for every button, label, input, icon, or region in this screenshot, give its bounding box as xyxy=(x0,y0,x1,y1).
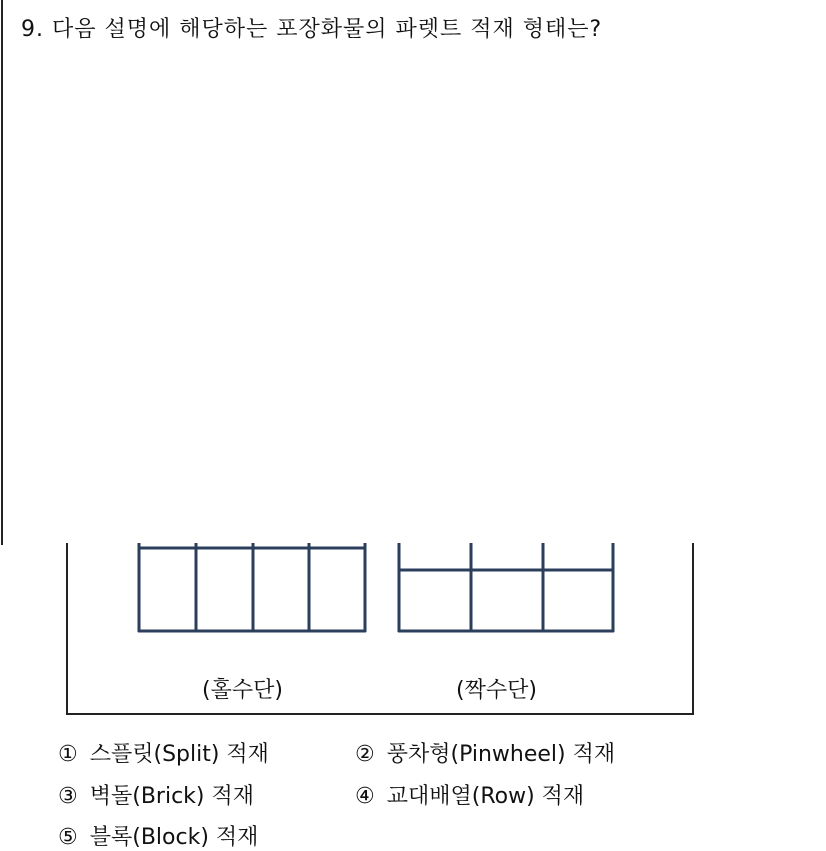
answer-option-3[interactable] xyxy=(58,779,254,810)
pallet-figure-box xyxy=(66,543,694,715)
option-label: 블록(Block) 적재 xyxy=(89,825,259,850)
odd-layer-grid xyxy=(138,543,366,632)
question-header xyxy=(21,12,602,43)
answer-option-5[interactable] xyxy=(58,820,258,851)
option-number: ② xyxy=(355,742,375,767)
option-number: ① xyxy=(58,742,78,767)
option-label: 교대배열(Row) 적재 xyxy=(386,784,585,809)
option-label: 풍차형(Pinwheel) 적재 xyxy=(386,742,616,767)
answer-option-4[interactable] xyxy=(355,779,584,810)
option-label: 벽돌(Brick) 적재 xyxy=(89,784,254,809)
question-number: 9. xyxy=(21,17,44,42)
option-number: ③ xyxy=(58,784,78,809)
left-margin-rule xyxy=(1,0,3,545)
answer-option-1[interactable] xyxy=(58,737,269,768)
answer-option-2[interactable] xyxy=(355,737,615,768)
option-number: ④ xyxy=(355,784,375,809)
even-layer-grid xyxy=(398,543,614,632)
option-number: ⑤ xyxy=(58,825,78,850)
question-text: 다음 설명에 해당하는 포장화물의 파렛트 적재 형태는? xyxy=(52,17,603,42)
option-label: 스플릿(Split) 적재 xyxy=(89,742,269,767)
pallet-layer-diagram xyxy=(68,543,692,643)
caption-odd-layer: (홀수단) xyxy=(202,678,283,703)
caption-even-layer: (짝수단) xyxy=(456,678,537,703)
